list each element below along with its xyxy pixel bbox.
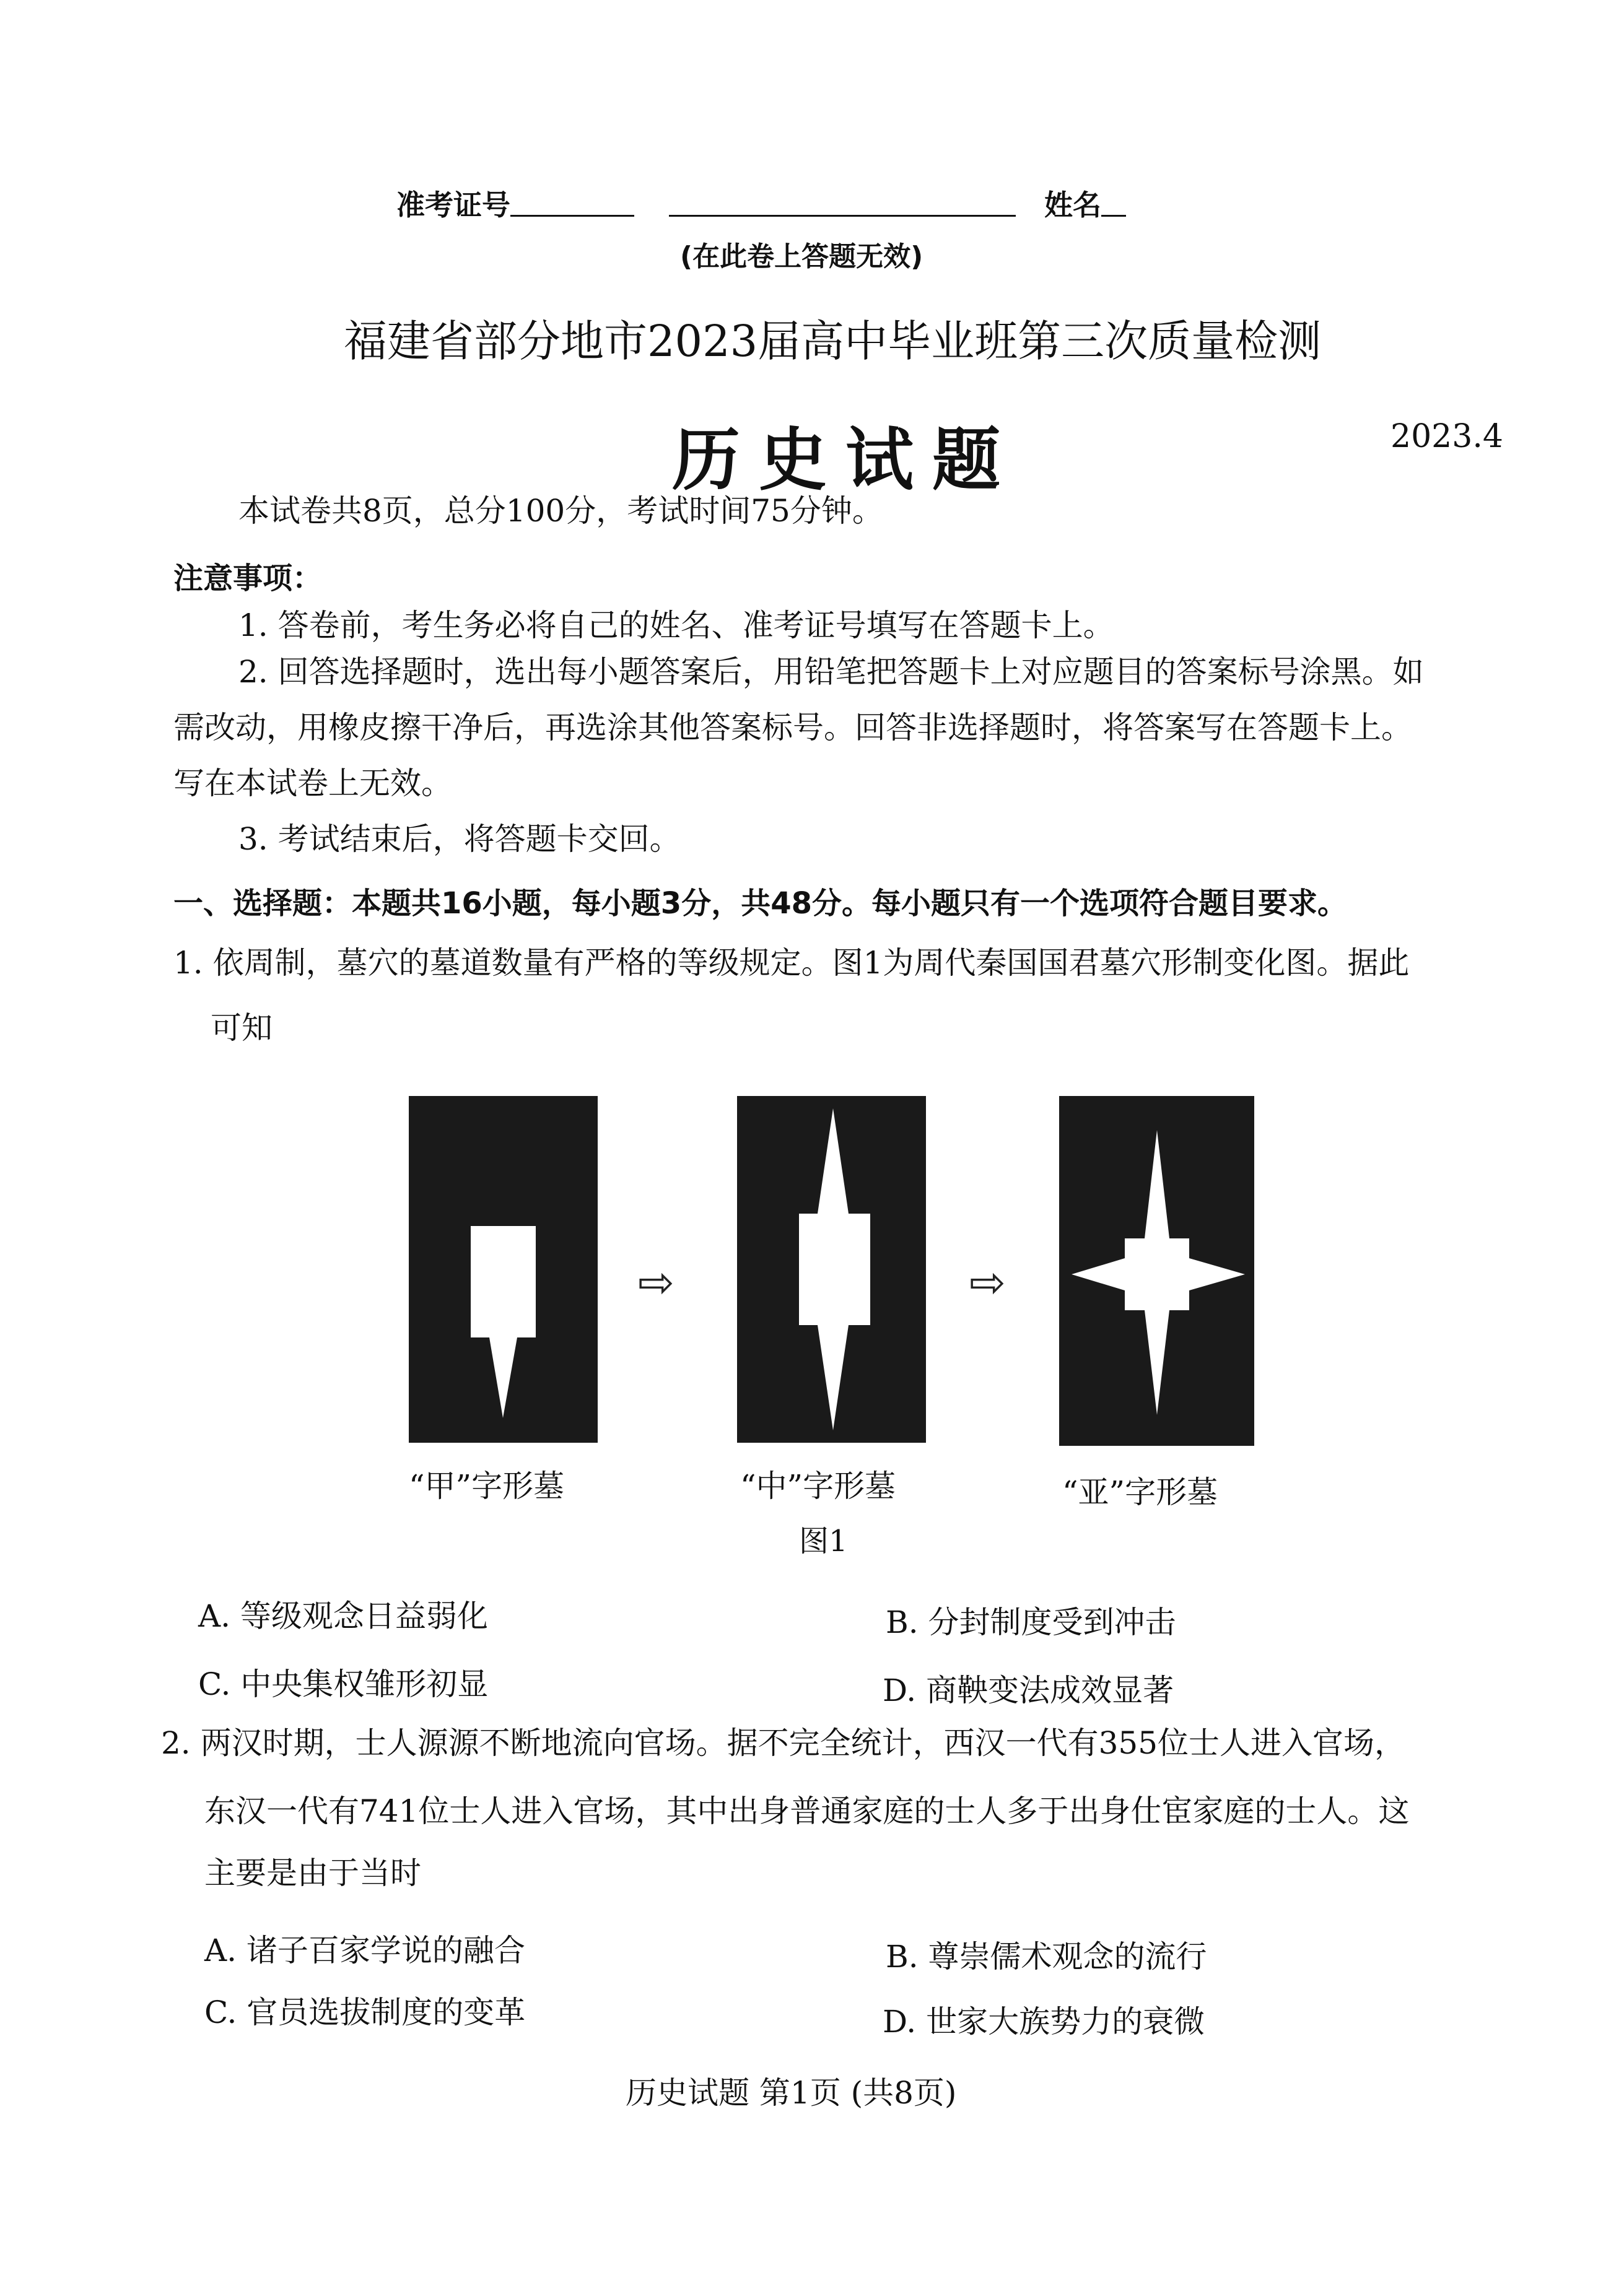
exam-id-name-line <box>396 183 1126 224</box>
caption-jia-tomb: “甲”字形墓 <box>409 1468 565 1504</box>
invalid-answer-note: (在此卷上答题无效) <box>680 241 923 272</box>
name-blank[interactable] <box>1101 215 1126 217</box>
notice-item-2-line-3: 写在本试卷上无效。 <box>173 765 452 801</box>
q2-option-a[interactable]: A. 诸子百家学说的融合 <box>204 1933 525 1968</box>
section-1-heading: 一、选择题：本题共16小题，每小题3分，共48分。每小题只有一个选项符合题目要求。 <box>173 886 1347 921</box>
notice-item-2-line-1: 2. 回答选择题时，选出每小题答案后，用铅笔把答题卡上对应题目的答案标号涂黑。如 <box>238 654 1424 690</box>
q1-option-c[interactable]: C. 中央集权雏形初显 <box>198 1666 489 1702</box>
intro-text: 本试卷共8页，总分100分，考试时间75分钟。 <box>238 493 883 529</box>
notice-item-3: 3. 考试结束后，将答题卡交回。 <box>238 821 681 857</box>
q2-stem-line-3: 主要是由于当时 <box>204 1855 421 1891</box>
subject-title: 历史试题 <box>672 420 1019 500</box>
exam-id-blank-2[interactable] <box>669 215 1016 217</box>
q2-stem-line-1: 2. 两汉时期，士人源源不断地流向官场。据不完全统计，西汉一代有355位士人进入官场， <box>161 1725 1406 1761</box>
q1-stem-line-2: 可知 <box>211 1010 273 1046</box>
page-footer: 历史试题 第1页 (共8页) <box>626 2075 957 2111</box>
exam-id-label: 准考证号 <box>396 188 510 222</box>
exam-title: 福建省部分地市2023届高中毕业班第三次质量检测 <box>344 316 1322 367</box>
arrow-icon-2: ⇨ <box>969 1257 1006 1308</box>
notice-item-1: 1. 答卷前，考生务必将自己的姓名、准考证号填写在答题卡上。 <box>238 607 1114 643</box>
notice-item-2-line-2: 需改动，用橡皮擦干净后，再选涂其他答案标号。回答非选择题时，将答案写在答题卡上。 <box>173 710 1412 746</box>
q1-stem-line-1: 1. 依周制，墓穴的墓道数量有严格的等级规定。图1为周代秦国国君墓穴形制变化图。据此 <box>173 945 1410 981</box>
q1-option-b[interactable]: B. 分封制度受到冲击 <box>886 1604 1176 1640</box>
figure-1-label: 图1 <box>799 1524 848 1559</box>
arrow-icon-1: ⇨ <box>638 1257 674 1308</box>
tomb-ya-diagram <box>1059 1096 1254 1446</box>
tomb-jia-diagram <box>409 1096 598 1443</box>
tomb-zhong-diagram <box>737 1096 926 1443</box>
exam-date: 2023.4 <box>1390 418 1503 455</box>
q2-option-d[interactable]: D. 世家大族势力的衰微 <box>883 2004 1205 2040</box>
q1-option-d[interactable]: D. 商鞅变法成效显著 <box>883 1672 1174 1708</box>
q2-option-c[interactable]: C. 官员选拔制度的变革 <box>204 1994 526 2030</box>
caption-zhong-tomb: “中”字形墓 <box>740 1468 896 1504</box>
notice-heading: 注意事项： <box>173 561 323 596</box>
q2-option-b[interactable]: B. 尊崇儒术观念的流行 <box>886 1939 1207 1975</box>
q2-stem-line-2: 东汉一代有741位士人进入官场，其中出身普通家庭的士人多于出身仕宦家庭的士人。这 <box>204 1793 1410 1829</box>
caption-ya-tomb: “亚”字形墓 <box>1062 1474 1218 1510</box>
exam-id-blank[interactable] <box>510 215 634 217</box>
name-label: 姓名 <box>1044 188 1102 222</box>
q1-option-a[interactable]: A. 等级观念日益弱化 <box>198 1598 488 1634</box>
